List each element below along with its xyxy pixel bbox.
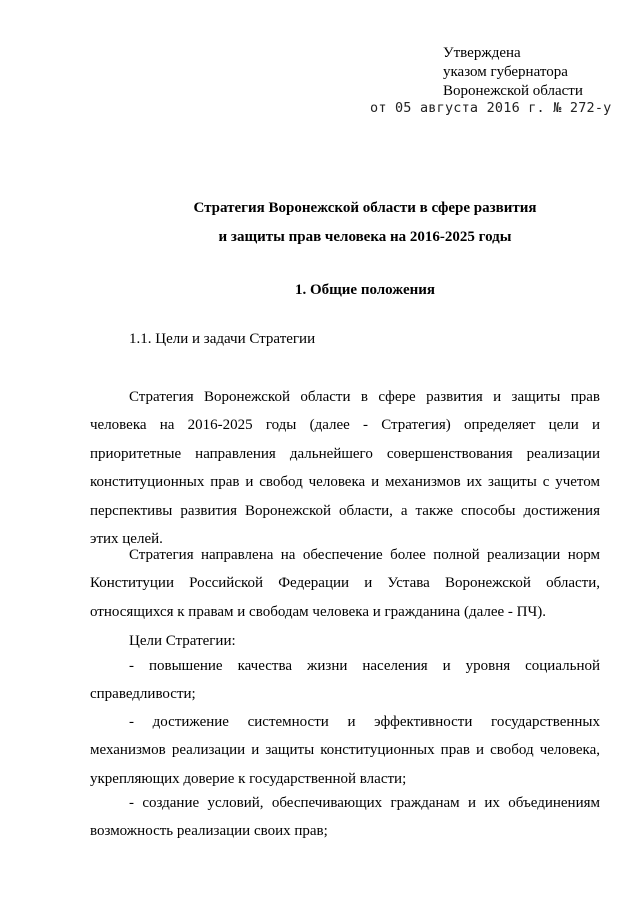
document-title-line-2: и защиты прав человека на 2016-2025 годы <box>218 229 512 245</box>
paragraph-strategy-definition <box>90 383 600 553</box>
approval-block <box>443 44 583 101</box>
paragraph-text: Стратегия Воронежской области в сфере развития и защиты прав человека на 2016-2025 годы (далее - Стратегия) определяет цели и приоритетные направления дальнейшего совершенствования реализации конституционных прав и свобод человека и механизмов их защиты с учетом перспективы развития Воронежской области, а также способы достижения этих целей. <box>90 389 600 548</box>
paragraph-strategy-purpose <box>90 541 600 626</box>
list-item-goal-2 <box>90 708 600 793</box>
document-title-line-1: Стратегия Воронежской области в сфере развития <box>193 200 537 216</box>
paragraph-text: - повышение качества жизни населения и уровня социальной справедливости; <box>90 658 600 703</box>
paragraph-text: Стратегия направлена на обеспечение более полной реализации норм Конституции Российской Федерации и Устава Воронежской области, относящихся к правам и свободам человека и гражданина (далее - ПЧ). <box>90 547 600 620</box>
section-heading: 1. Общие положения <box>294 282 436 298</box>
decree-date-number: от 05 августа 2016 г. № 272-у <box>370 100 612 116</box>
approval-line-decree-type: указом губернатора <box>443 64 568 80</box>
subsection-heading: 1.1. Цели и задачи Стратегии <box>129 331 316 347</box>
list-item-goal-3 <box>90 789 600 846</box>
paragraph-text: Цели Стратегии: <box>129 633 236 649</box>
approval-line-region: Воронежской области <box>443 83 583 99</box>
paragraph-text: - создание условий, обеспечивающих гражданам и их объединениям возможность реализации своих прав; <box>90 795 600 840</box>
approval-line-approved: Утверждена <box>443 45 521 61</box>
list-item-goal-1 <box>90 652 600 709</box>
paragraph-text: - достижение системности и эффективности государственных механизмов реализации и защиты конституционных прав и свобод человека, укрепляющих доверие к государственной власти; <box>90 714 600 787</box>
